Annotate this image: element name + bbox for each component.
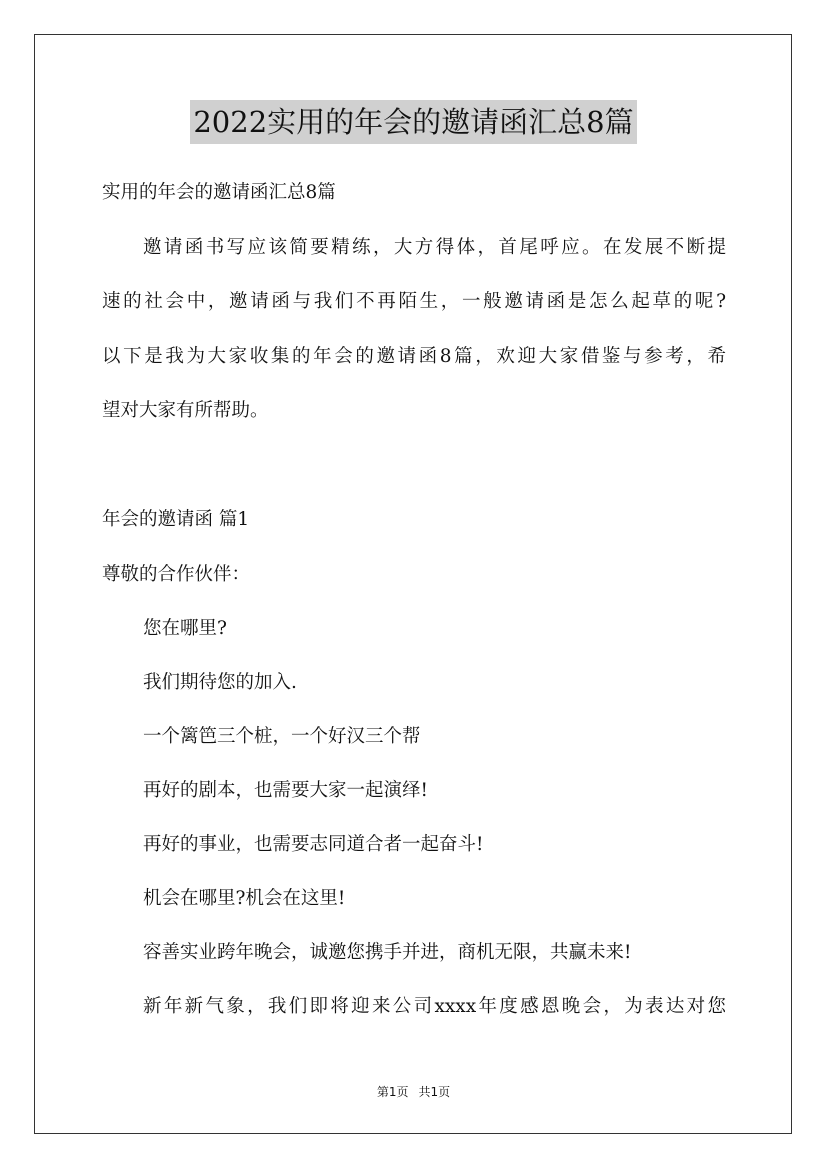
- intro-line-1: 邀请函书写应该简要精练，大方得体，首尾呼应。在发展不断提: [143, 237, 726, 258]
- title-container: [0, 100, 827, 144]
- body-line-1: 您在哪里?: [143, 618, 227, 639]
- body-line-2: 我们期待您的加入.: [143, 672, 297, 693]
- subtitle: 实用的年会的邀请函汇总8篇: [102, 182, 336, 203]
- section-heading: 年会的邀请函 篇1: [102, 509, 250, 530]
- intro-line-3: 以下是我为大家收集的年会的邀请函8篇，欢迎大家借鉴与参考，希: [102, 346, 726, 367]
- page-number-current: 第1页: [376, 1085, 409, 1099]
- body-line-7: 容善实业跨年晚会，诚邀您携手并进，商机无限，共赢未来!: [143, 942, 632, 963]
- body-line-4: 再好的剧本，也需要大家一起演绎!: [143, 780, 428, 801]
- page-footer: [0, 1084, 827, 1100]
- body-line-6: 机会在哪里?机会在这里!: [143, 888, 346, 909]
- page-number-total: 共1页: [418, 1085, 451, 1099]
- body-line-5: 再好的事业，也需要志同道合者一起奋斗!: [143, 834, 484, 855]
- body-line-8: 新年新气象，我们即将迎来公司xxxx年度感恩晚会，为表达对您: [143, 996, 726, 1017]
- intro-line-4: 望对大家有所帮助。: [102, 400, 269, 421]
- body-line-3: 一个篱笆三个桩，一个好汉三个帮: [143, 726, 421, 747]
- document-title: 2022实用的年会的邀请函汇总8篇: [190, 100, 636, 144]
- intro-line-2: 速的社会中，邀请函与我们不再陌生，一般邀请函是怎么起草的呢?: [102, 291, 726, 312]
- salutation: 尊敬的合作伙伴：: [102, 564, 251, 585]
